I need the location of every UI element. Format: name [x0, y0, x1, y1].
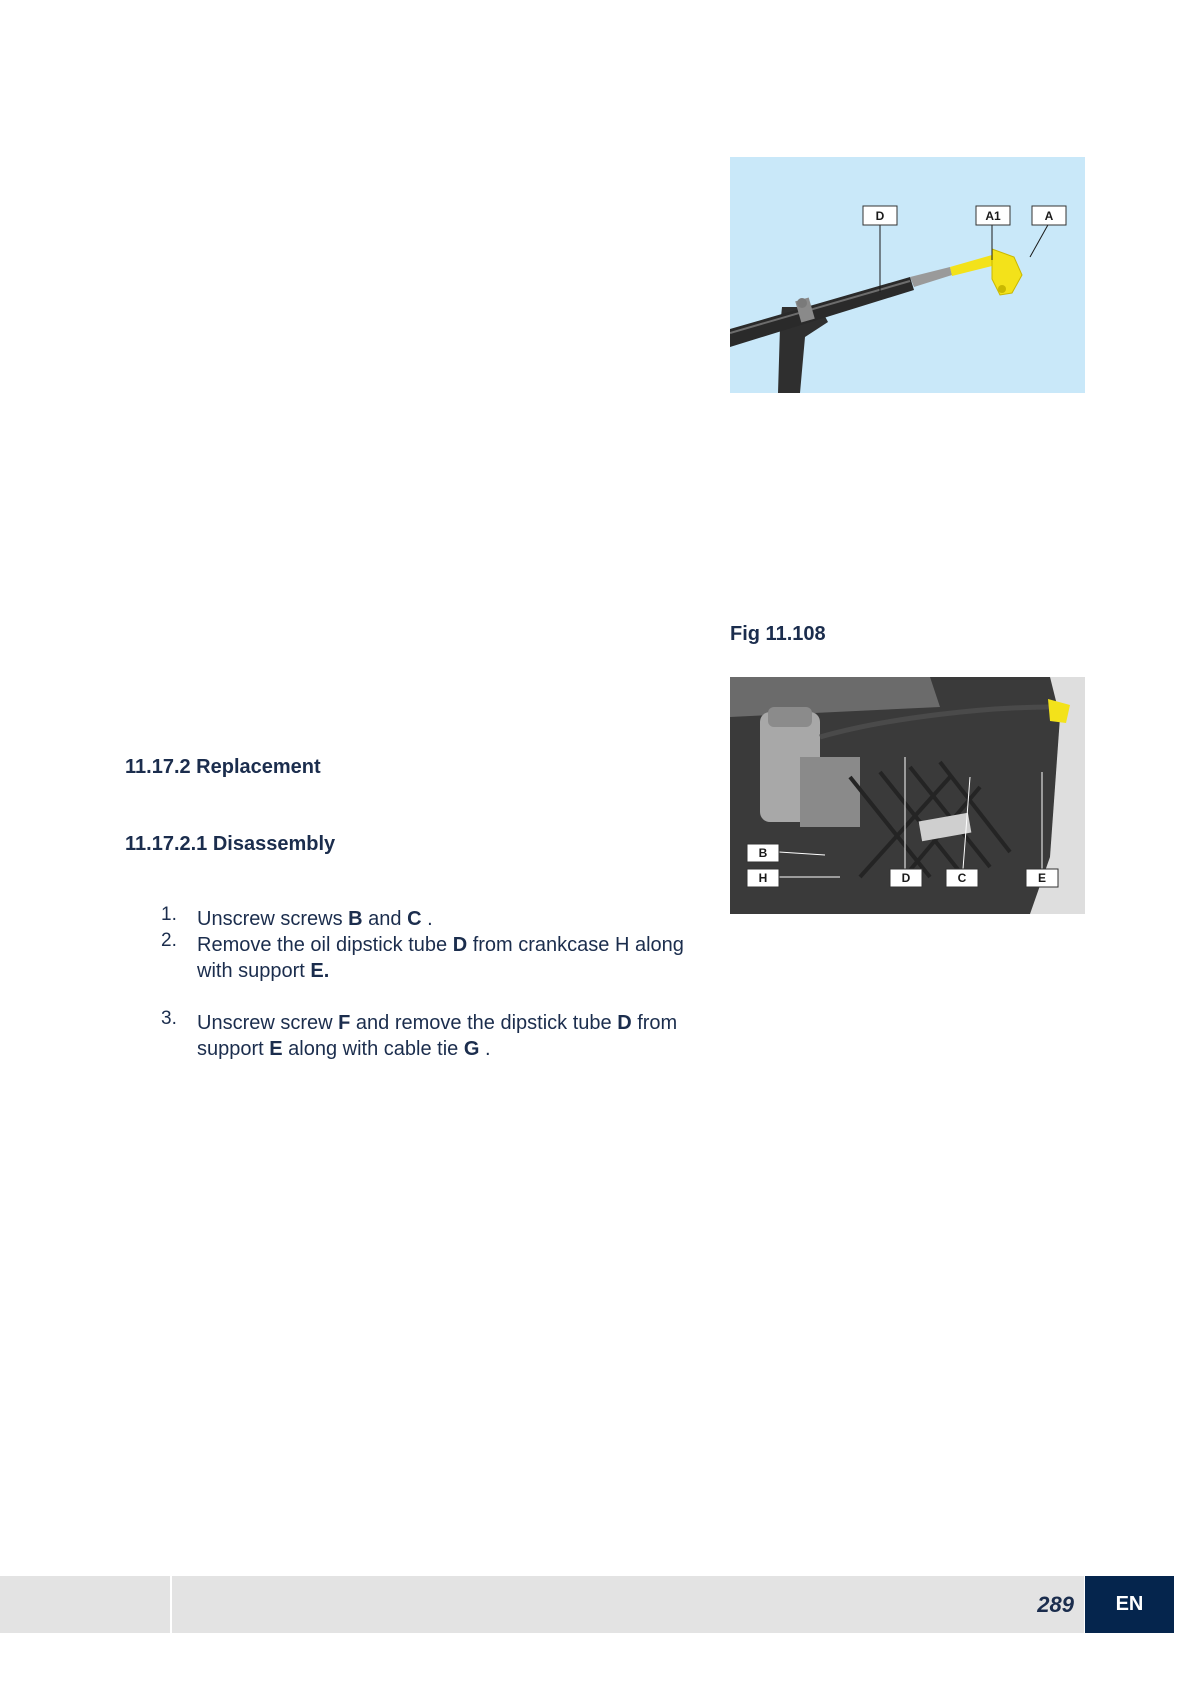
svg-text:D: D	[901, 871, 911, 885]
step-text-run: Unscrew screw	[197, 1012, 339, 1034]
step-text-emphasis: D	[452, 934, 468, 956]
step-text	[197, 908, 433, 930]
list-item	[155, 1010, 695, 1062]
callout-a	[1032, 206, 1066, 225]
figure-dipstick-tube-drawing	[730, 157, 1085, 393]
disassembly-steps-list	[155, 906, 695, 1062]
footer-bar	[172, 1576, 1084, 1633]
svg-text:H: H	[758, 871, 768, 885]
list-item	[155, 906, 695, 932]
step-text-emphasis: B	[348, 908, 363, 930]
svg-text:A: A	[1044, 209, 1054, 223]
callout-e	[1026, 869, 1058, 887]
callout-h	[747, 869, 779, 887]
callout-c	[946, 869, 978, 887]
callout-a1	[976, 206, 1010, 225]
step-text-run: and remove the dipstick tube	[350, 1012, 618, 1034]
step-text-run: from support	[197, 1012, 678, 1060]
callout-d	[863, 206, 897, 225]
step-text-emphasis: E	[269, 1038, 283, 1060]
svg-text:D: D	[875, 209, 885, 223]
list-item	[155, 932, 695, 984]
figure-dipstick-tube	[730, 157, 1085, 393]
figure-caption: Fig 11.108	[730, 623, 826, 645]
step-text-run: .	[421, 908, 433, 930]
step-text-run: from crankcase H along with support	[197, 934, 684, 982]
svg-text:A1: A1	[985, 209, 1001, 223]
language-badge: EN	[1085, 1576, 1174, 1633]
footer-left-panel	[0, 1576, 170, 1633]
svg-text:B: B	[758, 846, 768, 860]
callout-d	[890, 869, 922, 887]
step-text-run: Unscrew screws	[197, 908, 349, 930]
step-number: 1.	[161, 904, 177, 925]
step-number: 3.	[161, 1008, 177, 1029]
figure-engine-overview-drawing	[730, 677, 1085, 914]
step-text-run: and	[362, 908, 408, 930]
step-number: 2.	[161, 930, 177, 951]
step-text-emphasis: E.	[310, 960, 330, 982]
figure-engine-overview	[730, 677, 1085, 914]
page-number: 289	[1037, 1592, 1074, 1617]
step-text-emphasis: G	[463, 1038, 480, 1060]
dipstick-handle-shaft	[950, 255, 996, 276]
section-heading-disassembly: 11.17.2.1 Disassembly	[125, 833, 336, 855]
callout-b	[747, 844, 779, 862]
section-heading-replacement: 11.17.2 Replacement	[125, 756, 321, 778]
dipstick-handle	[992, 249, 1022, 295]
step-text-emphasis: C	[407, 908, 422, 930]
step-text	[197, 1010, 695, 1062]
step-text-run: .	[479, 1038, 491, 1060]
step-text-run: Remove the oil dipstick tube	[197, 934, 453, 956]
svg-text:E: E	[1037, 871, 1047, 885]
step-text	[197, 934, 684, 982]
svg-text:C: C	[957, 871, 967, 885]
step-text-emphasis: F	[338, 1012, 351, 1034]
step-text-run: along with cable tie	[282, 1038, 464, 1060]
step-text-emphasis: D	[617, 1012, 632, 1034]
